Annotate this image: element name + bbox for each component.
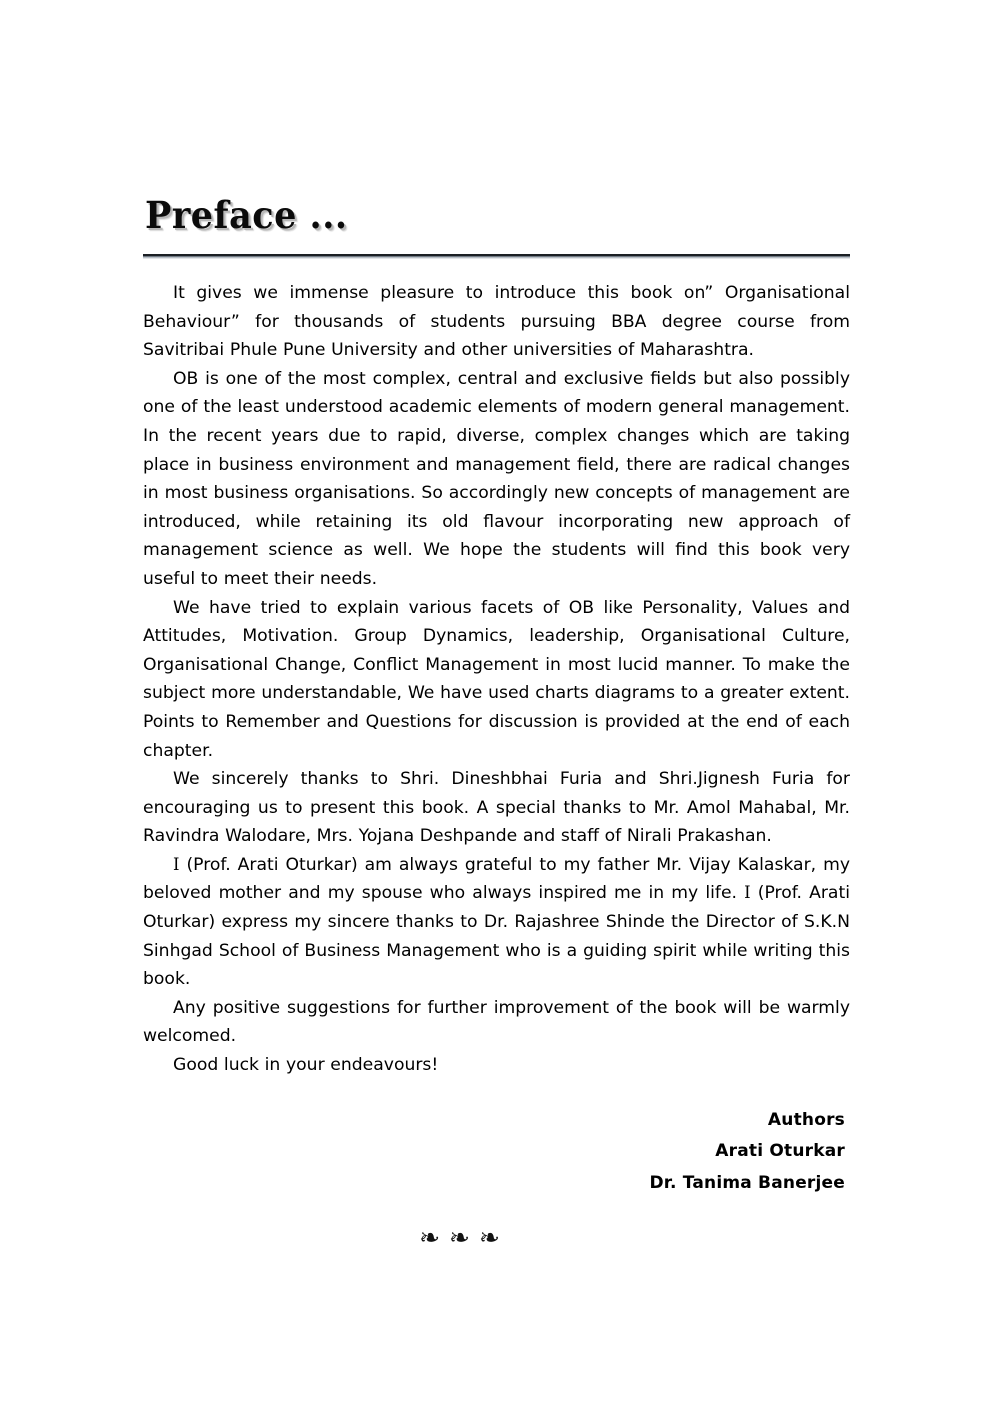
page-content bbox=[143, 195, 850, 1253]
paragraph-good-luck: Good luck in your endeavours! bbox=[173, 1055, 439, 1076]
signature-role: Authors bbox=[767, 1109, 845, 1130]
personal-thanks-part-one: (Prof. Arati Oturkar) am always grateful to my father Mr. Vijay Kalaskar, my beloved mother and my spouse who always inspired me in my life. bbox=[143, 854, 850, 904]
paragraph-ob-overview: OB is one of the most complex, central and exclusive fields but also possibly one of the least understood academic elements of modern general management. In the recent years due to rapid, diverse, complex changes which are taking place in business environment and management field, there are radical changes in most business organisations. So accordingly new concepts of management are introduced, while retaining its old flavour incorporating new approach of management science as well. We hope the students will find this book very useful to meet their needs. bbox=[143, 368, 850, 589]
floral-ornament-icon: ❧ bbox=[419, 1223, 450, 1253]
title-block bbox=[143, 195, 850, 259]
paragraph-acknowledgements: We sincerely thanks to Shri. Dineshbhai Furia and Shri.Jignesh Furia for encouraging us to present this book. A special thanks to Mr. Amol Mahabal, Mr. Ravindra Walodare, Mrs. Yojana Deshpande and staff of Nirali Prakashan. bbox=[143, 769, 850, 847]
serif-initial-first: I bbox=[173, 854, 180, 874]
personal-thanks-part-two: (Prof. Arati Oturkar) express my sincere thanks to Dr. Rajashree Shinde the Director of S.K.N Sinhgad School of Business Management who is a guiding spirit while writing this book. bbox=[143, 883, 850, 990]
signature-author-two: Dr. Tanima Banerjee bbox=[649, 1172, 845, 1193]
paragraph-personal-thanks bbox=[143, 851, 850, 994]
title-divider bbox=[143, 254, 850, 259]
paragraph-topics-covered: We have tried to explain various facets of OB like Personality, Values and Attitudes, Motivation. Group Dynamics, leadership, Organisational Culture, Organisational Change, Conflict Management in most lucid manner. To make the subject more understandable, We have used charts diagrams to a greater extent. Points to Remember and Questions for discussion is provided at the end of each chapter. bbox=[143, 597, 850, 761]
serif-initial-second: I bbox=[744, 883, 751, 903]
paragraph-intro: It gives we immense pleasure to introduce this book on” Organisational Behaviour” for thousands of students pursuing BBA degree course from Savitribai Phule Pune University and other universities of Maharashtra. bbox=[143, 283, 850, 361]
page-title: Preface ... bbox=[145, 193, 348, 238]
paragraph-suggestions: Any positive suggestions for further improvement of the book will be warmly welcomed. bbox=[143, 997, 850, 1047]
ornament-divider bbox=[106, 1223, 813, 1253]
signature-author-one: Arati Oturkar bbox=[715, 1141, 845, 1162]
preface-body bbox=[143, 279, 850, 1080]
floral-ornament-icon: ❧ bbox=[449, 1223, 479, 1253]
signature-block bbox=[143, 1105, 850, 1200]
floral-ornament-icon: ❧ bbox=[478, 1223, 509, 1253]
